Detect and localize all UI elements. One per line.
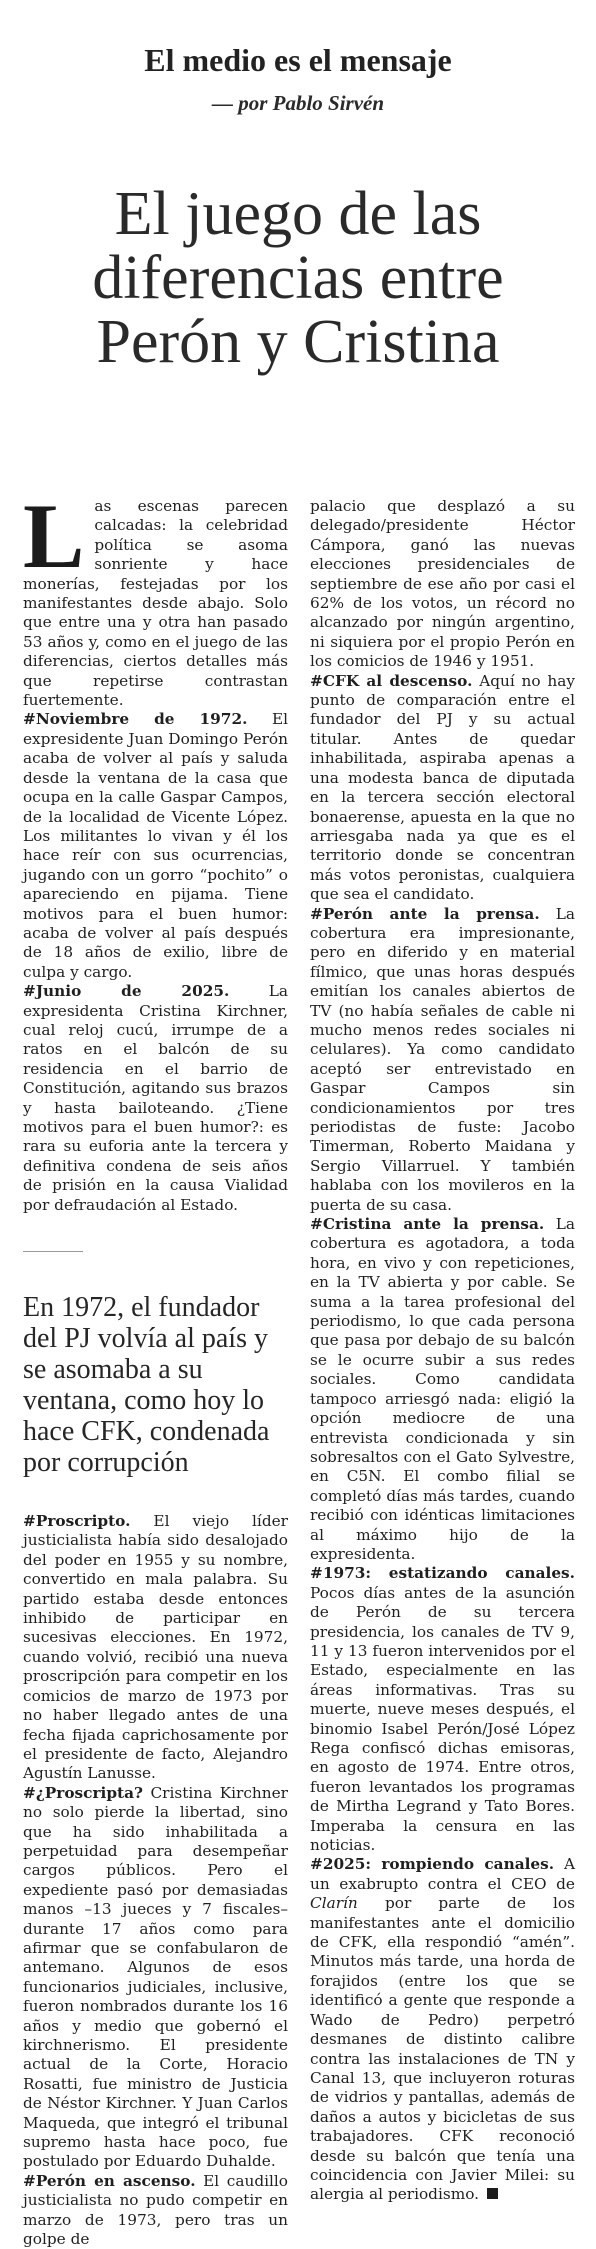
headline — [40, 182, 556, 374]
section-text: La cobertura era impresionante, pero en diferido y en material fílmico, que unas horas después emitían los canales abiertos de TV (no había señales de cable ni mucho menos redes sociales ni celulares). Ya como candidato aceptó ser entrevistado en Gaspar Campos sin condicionamientos por tres periodistas de fuste: Jacobo Timerman, Roberto Maidana y Sergio Villarruel. Y también hablaba con los movileros en la puerta de su casa. — [310, 904, 576, 1214]
byline: — por Pablo Sirvén — [211, 91, 385, 115]
section-text: Aquí no hay punto de comparación entre el fundador del PJ y su actual titular. Antes de quedar inhabilitada, aspiraba apenas a una modesta banca de diputada en la tercera sección electoral bonaerense, apuesta en la que no arriesgaba nada ya que es el territorio donde se concentran más votos peronistas, cualquiera que sea el candidato. — [310, 671, 575, 904]
section-junio-2025 — [23, 982, 288, 1215]
section-tag: #Perón ante la prensa. — [310, 904, 540, 923]
headline-line: diferencias entre — [92, 244, 504, 312]
headline-line: Perón y Cristina — [96, 308, 500, 376]
section-tag: #CFK al descenso. — [310, 671, 473, 690]
end-mark — [487, 2188, 498, 2199]
section-tag: #1973: estatizando canales. — [310, 1564, 575, 1583]
section-tag: #Perón en ascenso. — [23, 2171, 196, 2190]
section-tag: #2025: rompiendo canales. — [310, 1855, 555, 1874]
section-tag: #¿Proscripta? — [23, 1783, 143, 1802]
section-tag: #Noviembre de 1972. — [23, 710, 248, 729]
section-noviembre-1972 — [23, 710, 288, 982]
section-text: por parte de los manifestantes ante el domicilio de CFK, ella respondió “amén”. Minutos más tarde, una horda de forajidos (entre los que se identificó a gente que responde a Wado de Pedro) perpetró desmanes de distinto calibre contra las instalaciones de TN y Canal 13, que incluyeron roturas de vidrios y pantallas, además de daños a autos y bicicletas de sus trabajadores. CFK reconoció desde su balcón que tenía una coincidencia con Javier Milei: su alergia al periodismo. — [310, 1894, 575, 2204]
section-tag: #Proscripto. — [23, 1512, 131, 1531]
section-text: El expresidente Juan Domingo Perón acaba de volver al país y saluda desde la ventana de la casa que ocupa en la calle Gaspar Campos, de la localidad de Vicente López. Los militantes lo vivan y él los hace reír con sus ocurrencias, jugando con un gorro “pochito” o apareciendo en pijama. Tiene motivos para el buen humor: acaba de volver al país después de 18 años de exilio, libre de culpa y cargo. — [23, 710, 289, 981]
section-peron-prensa — [310, 905, 575, 1216]
section-canales-1973 — [310, 1564, 575, 1855]
column-title: El medio es el mensaje — [144, 42, 452, 78]
section-proscripta — [23, 1784, 288, 2172]
intro-paragraph — [23, 485, 288, 710]
section-proscripto — [23, 1512, 288, 1784]
headline-line: El juego de las — [114, 180, 482, 248]
section-cfk-descenso — [310, 672, 575, 905]
section-canales-2025 — [310, 1855, 575, 2204]
section-peron-ascenso — [23, 2172, 288, 2249]
intro-text: as escenas parecen calcadas: la celebridad política se asoma sonriente y hace monerías, festejadas por los manifestantes desde abajo. Solo que entre una y otra han pasado 53 años y, como en el juego de las diferencias, ciertos detalles más que repetirse contrastan fuertemente. — [23, 497, 288, 710]
section-tag: #Junio de 2025. — [23, 982, 230, 1001]
pull-quote: En 1972, el fundador del PJ volvía al país y se asomaba a su ventana, como hoy lo hace CFK, condenada por corrupción — [23, 1292, 270, 1479]
section-text: A un exabrupto contra el CEO de — [310, 1855, 575, 1893]
section-text: Pocos días antes de la asunción de Perón de su tercera presidencia, los canales de TV 9, 11 y 13 fueron intervenidos por el Estado, especialmente en las áreas informativas. Tras su muerte, nueve meses después, el binomio Isabel Perón/José López Rega confiscó dichas emisoras, en agosto de 1974. Entre otros, fueron levantados los programas de Mirtha Legrand y Tato Bores. Imperaba la censura en las noticias. — [310, 1583, 575, 1855]
section-text: La expresidenta Cristina Kirchner, cual reloj cucú, irrumpe de a ratos en el balcón de su residencia en el barrio de Constitución, agitando sus brazos y hasta bailoteando. ¿Tiene motivos para el buen humor?: es rara su euforia ante la tercera y definitiva condena de seis años de prisión en la causa Vialidad por defraudación al Estado. — [23, 982, 289, 1214]
left-column — [23, 485, 289, 2249]
section-tag: #Cristina ante la prensa. — [310, 1215, 545, 1234]
section-text: El viejo líder justicialista había sido desalojado del poder en 1955 y su nombre, convertido en mala palabra. Su partido estaba desde entonces inhibido de participar en sucesivas elecciones. En 1972, cuando volvió, recibió una nueva proscripción para competir en los comicios de marzo de 1973 por no haber llegado antes de una fecha fijada caprichosamente por el presidente de facto, Alejandro Agustín Lanusse. — [23, 1512, 288, 1783]
section-text: La cobertura es agotadora, a toda hora, en vivo y con repeticiones, en la TV abierta y por cable. Se suma a la tarea profesional del periodismo, lo que cada persona que pasa por debajo de su balcón se le ocurre subir a sus redes sociales. Como candidata tampoco arriesgó nada: eligió la opción mediocre de una entrevista condicionada y sin sobresaltos con el Gato Sylvestre, en C5N. El combo filial se completó días más tardes, cuando recibió con idénticas limitaciones al máximo hijo de la expresidenta. — [310, 1215, 576, 1563]
section-cristina-prensa — [310, 1215, 575, 1564]
section-text: El caudillo justicialista no pudo competir en marzo de 1973, pero tras un golpe de — [23, 2171, 288, 2249]
divider-rule — [23, 1251, 83, 1252]
section-peron-ascenso-continued: palacio que desplazó a su delegado/presidente Héctor Cámpora, ganó las nuevas elecciones presidenciales de septiembre de ese año por casi el 62% de los votos, un récord no alcanzado por ningún argentino, ni siquiera por el propio Perón en los comicios de 1946 y 1951. — [310, 497, 575, 671]
section-text: Cristina Kirchner no solo pierde la libertad, sino que ha sido inhabilitada a perpetuidad para desempeñar cargos públicos. Pero el expediente pasó por demasiadas manos –13 jueces y 7 fiscales– durante 17 años como para afirmar que se confabularon de antemano. Algunos de esos funcionarios judiciales, inclusive, fueron nombrados durante los 16 años y medio que gobernó el kirchnerismo. El presidente actual de la Corte, Horacio Rosatti, fue ministro de Justicia de Néstor Kirchner. Y Juan Carlos Maqueda, que integró el tribunal supremo hasta hace poco, fue postulado por Eduardo Duhalde. — [23, 1783, 288, 2171]
right-column — [310, 497, 575, 2205]
drop-cap: L — [23, 485, 85, 587]
section-text-italic: Clarín — [310, 1894, 358, 1913]
